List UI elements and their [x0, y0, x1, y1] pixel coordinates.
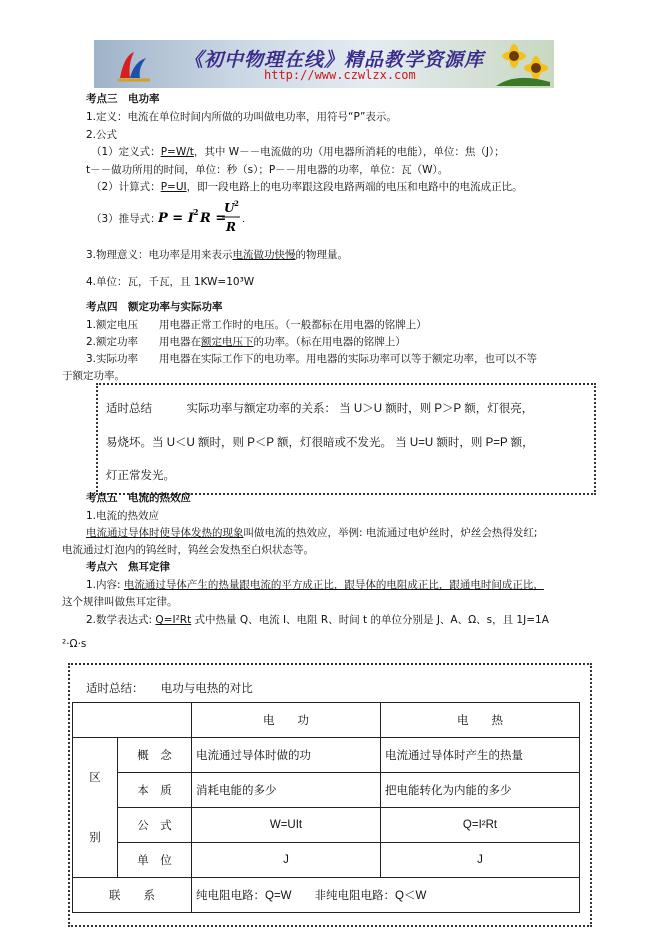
heat-cell: J — [381, 843, 580, 878]
table-row — [73, 738, 580, 773]
s5-line3: 电流通过灯泡内的钨丝时，钨丝会发热至白炽状态等。 — [62, 544, 314, 556]
banner-url: http://www.czwlzx.com — [264, 68, 416, 82]
s5-line2 — [86, 526, 537, 540]
work-cell: J — [192, 843, 381, 878]
s3-line3-b: P=W/t — [160, 146, 194, 158]
s6-line1 — [86, 578, 544, 592]
heat-cell: 把电能转化为内能的多少 — [381, 773, 580, 808]
s4-line2-b: 额定电压下 — [201, 336, 254, 348]
svg-text:2: 2 — [234, 199, 239, 208]
banner-title: 《初中物理在线》精品教学资源库 — [184, 49, 485, 71]
row-label: 公 式 — [118, 808, 192, 843]
svg-text:R =: R = — [200, 211, 227, 226]
s6-heading: 考点六 焦耳定律 — [86, 561, 170, 573]
s6-line3 — [86, 613, 549, 627]
link-value: 纯电阻电路：Q=W 非纯电阻电路：Q＜W — [192, 878, 580, 913]
link-label: 联 系 — [73, 878, 192, 913]
header-heat: 电 热 — [381, 703, 580, 738]
svg-text:2: 2 — [193, 207, 199, 217]
s4-heading: 考点四 额定功率与实际功率 — [86, 301, 223, 313]
s4-line2 — [86, 335, 406, 349]
power-formula — [158, 198, 248, 238]
s3-line5-a: （2）计算式： — [91, 181, 161, 193]
s6-line1-b: 电流通过导体产生的热量跟电流的平方成正比，跟导体的电阻成正比，跟通电时间成正比， — [123, 579, 544, 591]
table-header-row — [73, 703, 580, 738]
summary2-title: 适时总结： 电功与电热的对比 — [86, 683, 253, 695]
group-char-2: 别 — [89, 831, 101, 844]
group-char-1: 区 — [89, 771, 101, 784]
s5-heading: 考点五 电流的热效应 — [86, 492, 191, 504]
s6-line2: 这个规律叫做焦耳定律。 — [62, 596, 178, 608]
s6-line3-c: 式中热量 Q、电流 I、电阻 R、时间 t 的单位分别是 J、A、Ω、s，且 1J=1A — [191, 614, 549, 626]
s6-line3-b: Q=I²Rt — [155, 614, 192, 626]
table-row-link — [73, 878, 580, 913]
s3-line3-c: ，其中 W－－电流做的功（用电器所消耗的电能），单位：焦（J）； — [193, 146, 505, 158]
header-banner — [94, 40, 554, 88]
s5-line2-a: 电流通过导体时使导体发热的现象 — [86, 527, 244, 539]
row-label: 单 位 — [118, 843, 192, 878]
header-work: 电 功 — [192, 703, 381, 738]
svg-text:P = I: P = I — [158, 211, 194, 226]
work-cell: 消耗电能的多少 — [192, 773, 381, 808]
table-row — [73, 843, 580, 878]
s3-line7 — [86, 248, 348, 262]
s5-line1: 1.电流的热效应 — [86, 510, 160, 522]
row-label: 本 质 — [118, 773, 192, 808]
svg-text:R: R — [226, 220, 236, 234]
summary1-line2: 易烧坏。当 U＜U 额时，则 P＜P 额，灯很暗或不发光。 当 U=U 额时，则 P=P 额， — [106, 437, 534, 449]
s3-line8: 4.单位：瓦，千瓦，且 1KW=10³W — [86, 276, 255, 288]
s3-line5-c: ，即一段电路上的电功率跟这段电路两端的电压和电路中的电流成正比。 — [186, 181, 523, 193]
s3-line7-c: 的物理量。 — [295, 249, 349, 261]
s3-line4: t－－做功所用的时间，单位：秒（s）；P－－用电器的功率，单位：瓦（W）。 — [86, 164, 449, 176]
s3-heading: 考点三 电功率 — [86, 93, 160, 105]
s3-line1: 1.定义：电流在单位时间内所做的功叫做电功率，用符号“P”表示。 — [86, 111, 397, 123]
svg-text:U: U — [224, 201, 235, 215]
s3-line7-a: 3.物理意义：电功率是用来表示 — [86, 249, 233, 261]
s3-line7-b: 电流做功快慢 — [232, 249, 296, 261]
s3-line3 — [91, 145, 505, 159]
s4-line2-c: 的功率。（标在用电器的铭牌上） — [253, 336, 406, 348]
table-row — [73, 773, 580, 808]
s3-line3-a: （1）定义式： — [91, 146, 161, 158]
sunflower-icon — [496, 42, 550, 86]
row-label: 概 念 — [118, 738, 192, 773]
summary1-line1: 适时总结 实际功率与额定功率的关系： 当 U＞U 额时，则 P＞P 额，灯很亮， — [106, 403, 534, 415]
s4-line2-a: 2.额定功率 用电器在 — [86, 336, 202, 348]
heat-cell: Q=I²Rt — [381, 808, 580, 843]
s3-line5 — [91, 180, 523, 194]
work-cell: W=UIt — [192, 808, 381, 843]
s3-line2: 2.公式 — [86, 129, 118, 141]
comparison-table — [72, 702, 580, 913]
s6-line1-a: 1.内容: — [86, 579, 124, 591]
s3-line6: （3）推导式： — [91, 213, 161, 225]
s4-line3: 3.实际功率 用电器在实际工作下的电功率。用电器的实际功率可以等于额定功率，也可以不等 — [86, 353, 538, 365]
logo-icon — [116, 48, 152, 84]
s4-line4: 于额定功率。 — [62, 370, 125, 382]
table-corner-cell — [73, 703, 192, 738]
s3-line5-b: P=UI — [160, 181, 187, 193]
s5-line2-b: 叫做电流的热效应，举例: 电流通过电炉丝时，炉丝会热得发红; — [243, 527, 538, 539]
s4-line1: 1.额定电压 用电器正常工作时的电压。（一般都标在用电器的铭牌上） — [86, 319, 427, 331]
s6-line3-a: 2.数学表达式: — [86, 614, 156, 626]
heat-cell: 电流通过导体时产生的热量 — [381, 738, 580, 773]
group-cell-difference — [73, 738, 118, 878]
table-row — [73, 808, 580, 843]
svg-text:.: . — [242, 214, 246, 225]
work-cell: 电流通过导体时做的功 — [192, 738, 381, 773]
s6-line4: ²·Ω·s — [62, 638, 87, 650]
summary1-line3: 灯正常发光。 — [106, 470, 175, 482]
